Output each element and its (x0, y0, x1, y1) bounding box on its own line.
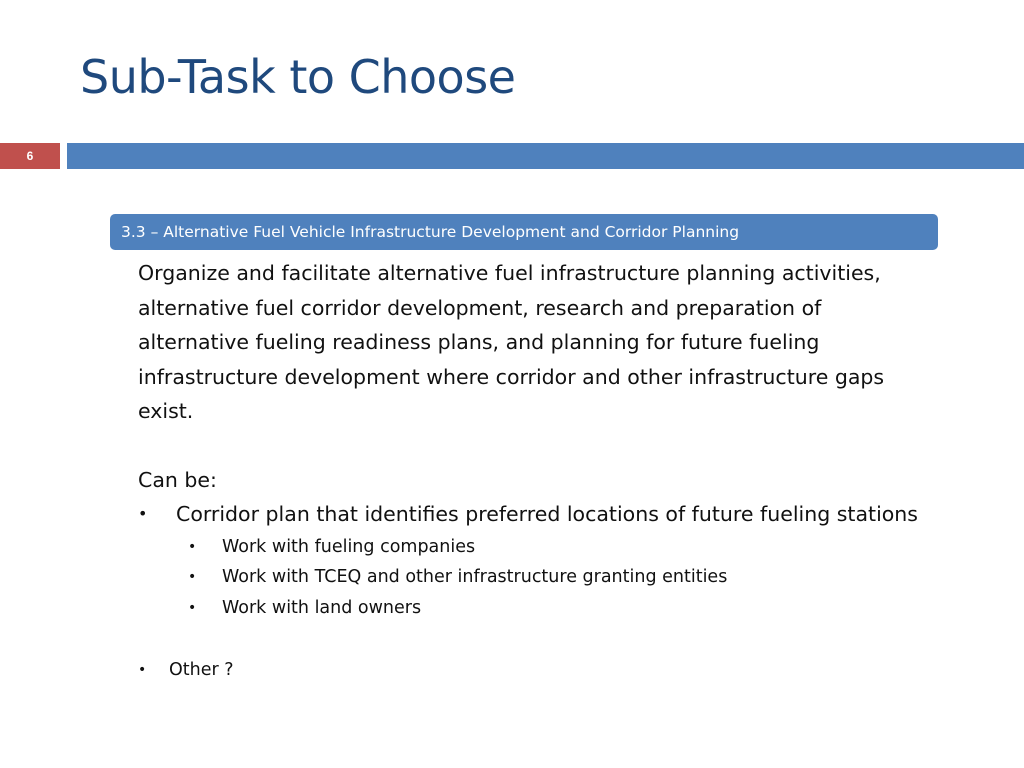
sub-bullet-text: Work with TCEQ and other infrastructure granting entities (222, 567, 728, 587)
bullet-text: Corridor plan that identifies preferred locations of future fueling stations (176, 502, 918, 526)
bullet-icon: • (188, 569, 197, 585)
slide-title: Sub-Task to Choose (80, 50, 516, 104)
bullet-icon: • (188, 599, 197, 616)
other-text: Other ? (169, 660, 234, 680)
bullet-corridor-plan (138, 497, 938, 532)
sub-bullet-item (138, 593, 938, 624)
header-accent-bar (67, 143, 1024, 169)
bullet-icon: • (138, 504, 148, 523)
bullet-other (138, 655, 938, 686)
page-number: 6 (26, 149, 34, 163)
sub-bullet-list (138, 532, 938, 624)
bullet-icon: • (138, 662, 147, 678)
slide-body (138, 256, 938, 686)
sub-bullet-item (138, 532, 938, 563)
subtitle-text: 3.3 – Alternative Fuel Vehicle Infrastructure Development and Corridor Planning (121, 223, 740, 241)
can-be-label: Can be: (138, 467, 217, 492)
description-paragraph: Organize and facilitate alternative fuel infrastructure planning activities, alternative fuel corridor development, research and preparation of alternative fueling readiness plans, and planning for future fueling infrastructure development where corridor and other infrastructure gaps exist. (138, 261, 885, 423)
subtitle-banner (110, 214, 938, 250)
sub-bullet-text: Work with fueling companies (222, 536, 476, 557)
sub-bullet-item (138, 562, 938, 593)
bullet-icon: • (188, 538, 197, 555)
sub-bullet-text: Work with land owners (222, 597, 422, 618)
page-number-badge (0, 143, 60, 169)
